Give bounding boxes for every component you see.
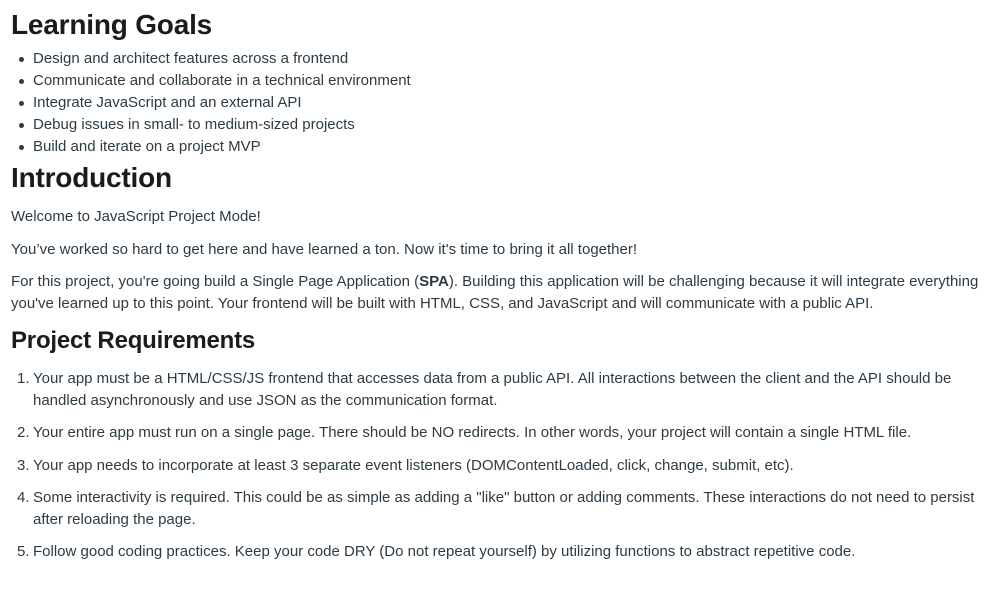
requirements-list bbox=[11, 368, 989, 563]
requirement-item bbox=[17, 541, 989, 563]
intro-paragraph-2: You’ve worked so hard to get here and have learned a ton. Now it's time to bring it all together! bbox=[11, 240, 638, 258]
requirement-text: Your entire app must run on a single page. There should be NO redirects. In other words, your project will contain a single HTML file. bbox=[33, 424, 912, 441]
intro-text-after: ). Building this application will be challenging because it will integrate everything you've learned up to this point. Your frontend will be built with HTML, CSS, and JavaScript and will communicate with a public API. bbox=[11, 273, 979, 312]
requirement-item bbox=[17, 455, 989, 477]
introduction-heading: Introduction bbox=[11, 162, 172, 193]
intro-text-before: For this project, you're going build a Single Page Application ( bbox=[11, 273, 420, 290]
requirement-number: 1. bbox=[17, 370, 30, 387]
requirement-number: 3. bbox=[17, 456, 30, 474]
project-requirements-heading: Project Requirements bbox=[11, 327, 256, 354]
requirement-text: Your app must be a HTML/CSS/JS frontend that accesses data from a public API. All interactions between the client and the API should be handled asynchronously and use JSON as the communication format. bbox=[33, 370, 952, 409]
requirement-text: Your app needs to incorporate at least 3 separate event listeners (DOMContentLoaded, click, change, submit, etc). bbox=[33, 456, 794, 474]
requirement-number: 4. bbox=[17, 489, 30, 506]
spa-bold: SPA bbox=[419, 273, 449, 290]
requirement-text: Follow good coding practices. Keep your code DRY (Do not repeat yourself) by utilizing functions to abstract repetitive code. bbox=[33, 543, 856, 560]
learning-goals-heading: Learning Goals bbox=[11, 9, 213, 40]
requirement-item bbox=[17, 422, 989, 444]
requirement-number: 5. bbox=[17, 543, 30, 560]
list-item: Debug issues in small- to medium-sized projects bbox=[33, 114, 989, 136]
requirement-text: Some interactivity is required. This could be as simple as adding a "like" button or adding comments. These interactions do not need to persist after reloading the page. bbox=[33, 489, 975, 528]
intro-paragraph-1: Welcome to JavaScript Project Mode! bbox=[11, 208, 261, 225]
requirement-number: 2. bbox=[17, 424, 30, 441]
intro-paragraph-3 bbox=[11, 271, 989, 314]
list-item: Build and iterate on a project MVP bbox=[33, 136, 989, 158]
list-item: Communicate and collaborate in a technical environment bbox=[33, 70, 989, 92]
learning-goals-list bbox=[11, 48, 989, 158]
list-item: Design and architect features across a frontend bbox=[33, 48, 989, 70]
list-item: Integrate JavaScript and an external API bbox=[33, 92, 989, 114]
requirement-item bbox=[17, 487, 989, 530]
requirement-item bbox=[17, 368, 989, 411]
